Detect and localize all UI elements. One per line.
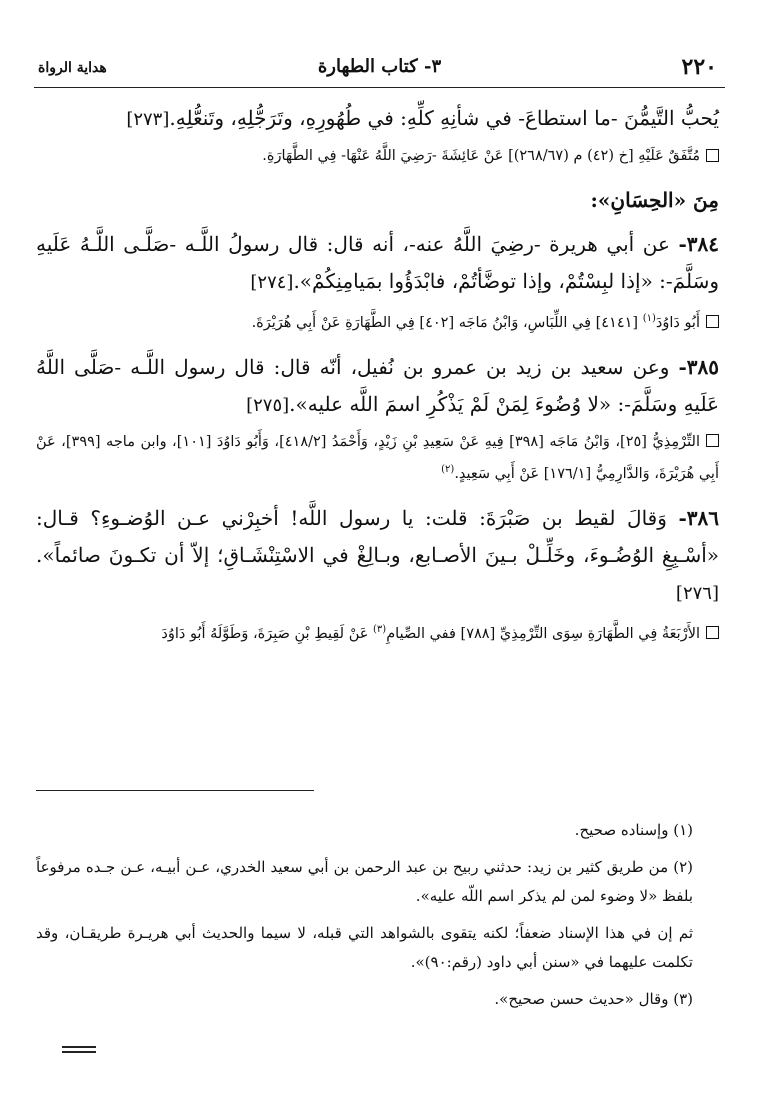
footnote-marker: (٢) — [441, 463, 455, 475]
square-marker-icon — [706, 149, 719, 162]
hadith-text: يُحبُّ التَّيمُّنَ -ما استطاعَ- في شأنِهِ كلِّهِ: في طُهُورِهِ، وتَرَجُّلِهِ، وتَنعُّلِهِ. — [169, 106, 719, 130]
end-mark — [62, 1046, 96, 1056]
hadith-text: وعن سعيد بن زيد بن عمرو بن نُفيل، أنّه قال: قال رسول اللَّـه -صَلَّى اللَّهُ عَلَيهِ وسَلَّمَ-: «لا وُضُوءَ لِمَنْ لَمْ يَذْكُرِ اسمَ اللَّه عليه». — [36, 354, 719, 416]
square-marker-icon — [706, 315, 719, 328]
header-rule — [34, 87, 725, 88]
footnote-3: (٣) وقال «حديث حسن صحيح». — [494, 990, 693, 1008]
hadith-384 — [36, 226, 719, 301]
footnote-marker: (١) — [642, 313, 656, 324]
end-mark-line — [62, 1051, 96, 1053]
takhrij-text: أَبُو دَاوُدَ — [655, 314, 700, 331]
takhrij-text: الأَرْبَعَةُ فِي الطَّهَارَةِ سِوَى التِّرْمِذِيِّ [٧٨٨] ففي الصِّيامِ — [386, 625, 700, 642]
hadith-386 — [36, 500, 719, 612]
footnotes — [36, 816, 719, 1022]
main-content — [36, 100, 719, 659]
footnote-2-continued: ثم إن في هذا الإسناد ضعفاً؛ لكنه يتقوى بالشواهد التي قبله، لا سيما والحديث أبي هريـرة طريقـان، وقد تكلمت عليهما في «سنن أبي داود (رقم:٩٠)». — [36, 924, 693, 971]
page-number: ٢٢٠ — [681, 54, 717, 80]
hadith-ref: [٢٧٥] — [246, 394, 290, 416]
hadith-number: ٣٨٤- — [678, 232, 720, 256]
hadith-ref: [٢٧٤] — [250, 272, 294, 293]
section-title: مِنَ «الحِسَانِ»: — [590, 188, 719, 212]
takhrij-text-rest: عَنْ لَقِيطِ بْنِ صَبِرَةَ، وَطَوَّلَهُ أَبُو دَاوُدَ — [161, 625, 373, 642]
takhrij-note — [36, 142, 719, 170]
takhrij-text: مُتَّفَقٌ عَلَيْهِ [خ (٤٢) م (٢٦٨/٦٧)] عَنْ عَائِشَةَ -رَضِيَ اللَّهُ عَنْهَا- فِي الطَّهَارَةِ. — [262, 148, 700, 164]
hadith-number: ٣٨٥- — [678, 354, 720, 379]
takhrij-note — [36, 305, 719, 337]
hadith-385 — [36, 349, 719, 424]
hadith-text: وَقالَ لقيط بن صَبْرَةَ: قلت: يا رسول اللَّه! أخبِرْني عـن الوُضـوءِ؟ قـال: «أسْـبِغِ الوُضُـوءَ، وخَلِّـلْ بـينَ الأصـابع، وبـالِغْ في الاسْتِنْشَـاقِ؛ إلاّ أن تكـونَ صائماً». — [36, 505, 719, 567]
footnote-separator — [36, 790, 314, 791]
takhrij-text: التِّرْمِذِيُّ [٢٥]، وَابْنُ مَاجَه [٣٩٨] فِيهِ عَنْ سَعِيدِ بْنِ زَيْدٍ، وَأَحْمَدُ [٤١٨/٢]، وَأَبُو دَاوُدَ [١٠١]، وابن ماجه [٣٩٩]، عَنْ أَبِي هُرَيْرَةَ، وَالدَّارِمِيُّ [١٧٦/١] عَنْ أَبِي سَعِيدٍ. — [36, 433, 719, 482]
square-marker-icon — [706, 626, 719, 639]
footnote-2: (٢) من طريق كثير بن زيد: حدثني ربيح بن عبد الرحمن بن أبي سعيد الخدري، عـن أبيـه، عـن جـده مرفوعاً بلفظ «لا وضوء لمن لم يذكر اسم اللّه عليه». — [36, 858, 693, 905]
chapter-title: ٣- كتاب الطهارة — [317, 56, 442, 77]
hadith-ref: [٢٧٣] — [126, 109, 170, 130]
hadith-number: ٣٨٦- — [678, 505, 719, 530]
takhrij-note — [36, 616, 719, 648]
hadith-text: عن أبي هريرة -رضِيَ اللَّهُ عنه-، أنه قال: قال رسولُ اللَّـه -صَلَّـى اللَّـهُ عَلَيهِ وسَلَّمَ-: «إذا لبِسْتُمْ، وإذا توضَّأتُمْ، فابْدَؤُوا بمَيامِنِكُمْ». — [36, 232, 719, 293]
takhrij-note — [36, 428, 719, 488]
footnote-marker: (٣) — [373, 623, 387, 635]
hadith-continuation — [36, 100, 719, 138]
book-title: هداية الرواة — [38, 60, 107, 76]
page-header — [34, 52, 725, 88]
footnote-1: (١) وإسناده صحيح. — [574, 821, 693, 839]
square-marker-icon — [706, 434, 719, 447]
hadith-ref: [٢٧٦] — [675, 582, 719, 604]
takhrij-text-rest: [٤١٤١] فِي اللِّبَاسِ، وَابْنُ مَاجَه [٤٠٢] فِي الطَّهَارَةِ عَنْ أَبِي هُرَيْرَةَ. — [251, 314, 643, 331]
end-mark-line — [62, 1046, 96, 1048]
